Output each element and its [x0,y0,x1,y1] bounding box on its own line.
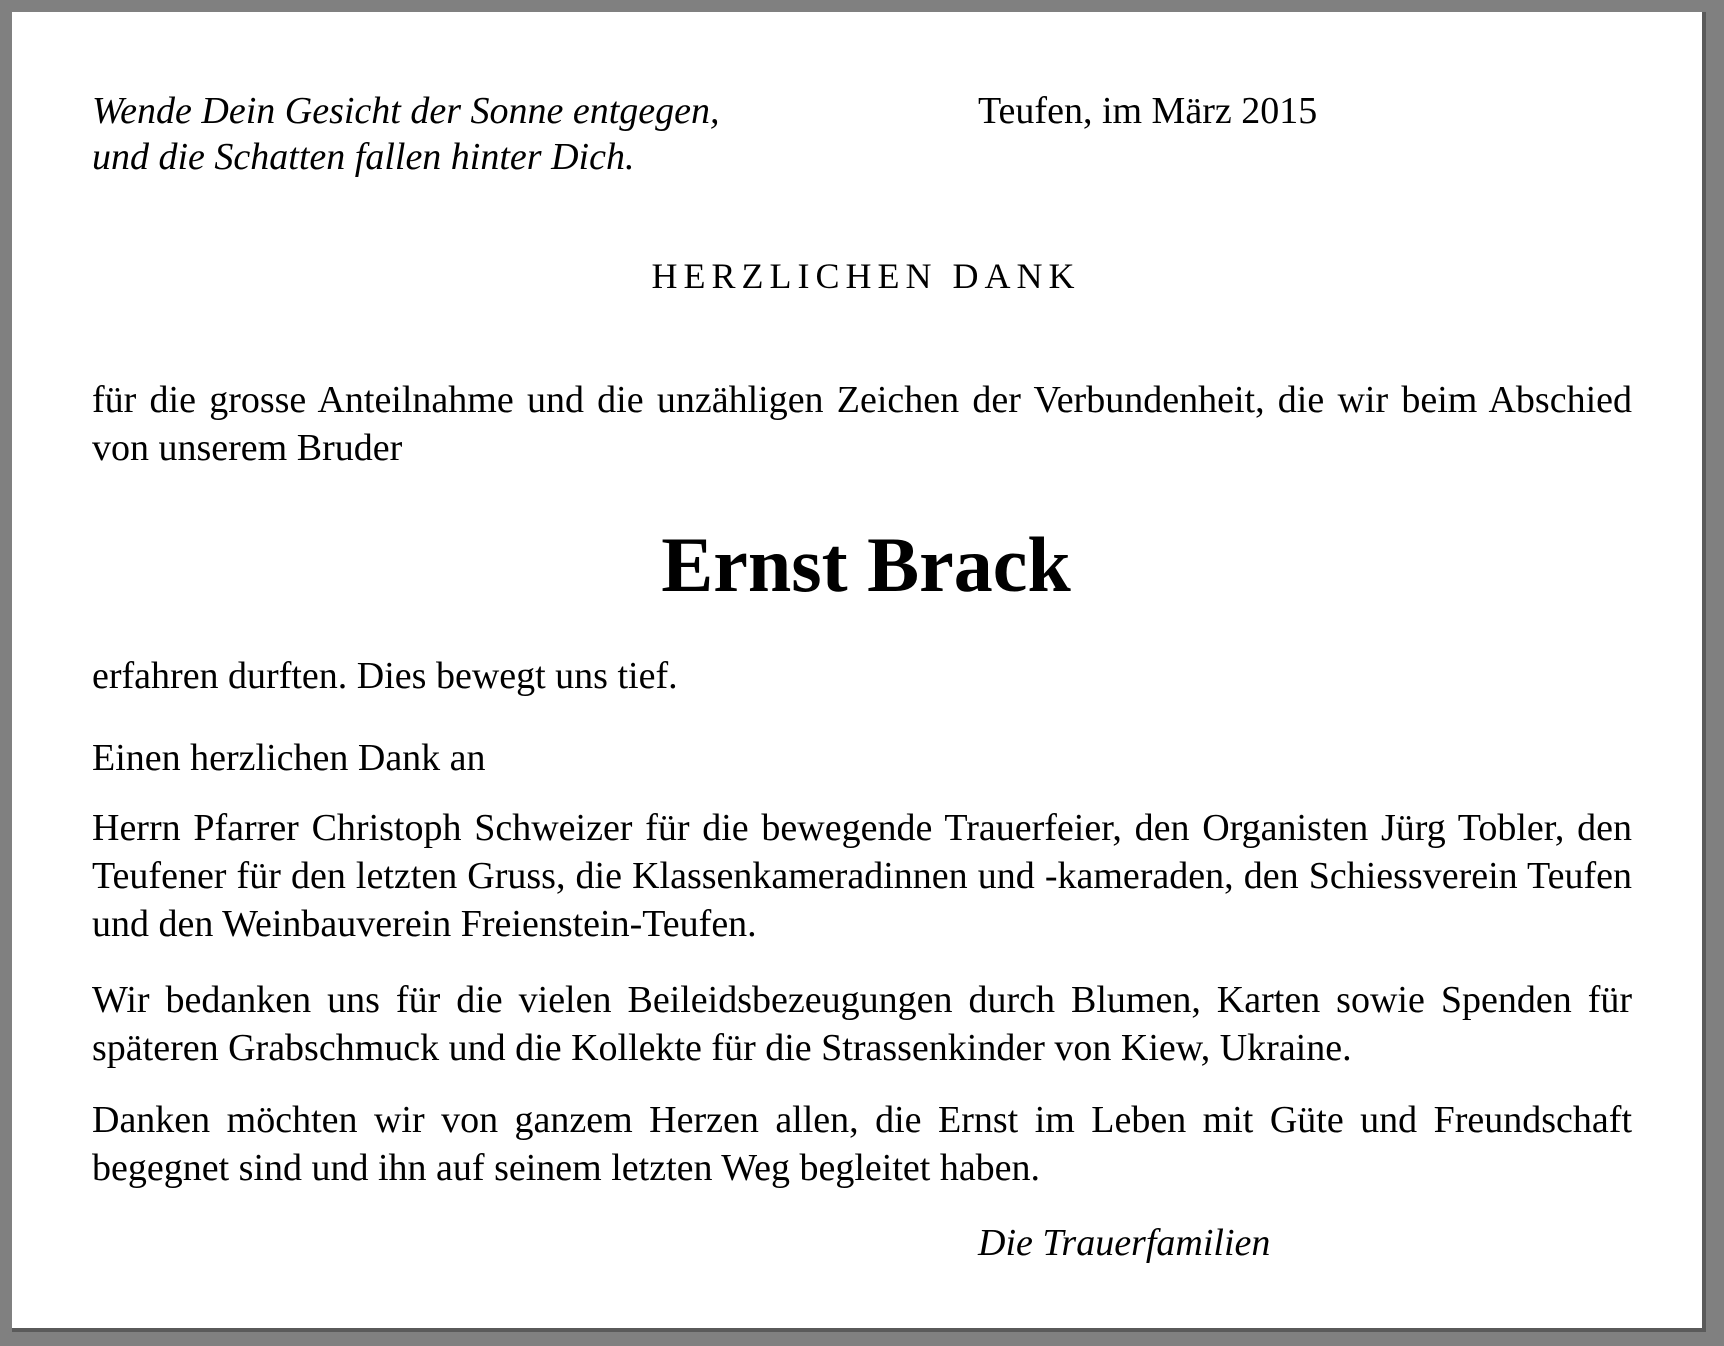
intro-paragraph: für die grosse Anteilnahme und die unzähligen Zeichen der Verbundenheit, die wir beim Abschied von unserem Bruder [92,379,1632,469]
donations-paragraph: Wir bedanken uns für die vielen Beileidsbezeugungen durch Blumen, Karten sowie Spenden für späteren Grabschmuck und die Kollekte für die Strassenkinder von Kiew, Ukraine. [92,979,1632,1069]
deceased-name: Ernst Brack [661,521,1071,608]
notice-heading: HERZLICHEN DANK [651,256,1081,296]
motto-line-1: Wende Dein Gesicht der Sonne entgegen, [92,90,720,132]
final-paragraph: Danken möchten wir von ganzem Herzen allen, die Ernst im Leben mit Güte und Freundschaft begegnet sind und ihn auf seinem letzten Weg begleitet haben. [92,1099,1632,1189]
pastor-paragraph: Herrn Pfarrer Christoph Schweizer für die bewegende Trauerfeier, den Organisten Jürg Tobler, den Teufener für den letzten Gruss, die Klassenkameradinnen und -kameraden, den Schiessverein Teufen und den Weinbauverein Freienstein-Teufen. [92,807,1632,945]
after-name-paragraph: erfahren durften. Dies bewegt uns tief. [92,655,678,697]
motto-line-2: und die Schatten fallen hinter Dich. [92,136,635,178]
notice-page [12,12,1706,1332]
thanks-to-line: Einen herzlichen Dank an [92,737,486,779]
motto-quote [92,88,720,180]
signature: Die Trauerfamilien [978,1222,1271,1264]
place-date: Teufen, im März 2015 [978,90,1318,132]
